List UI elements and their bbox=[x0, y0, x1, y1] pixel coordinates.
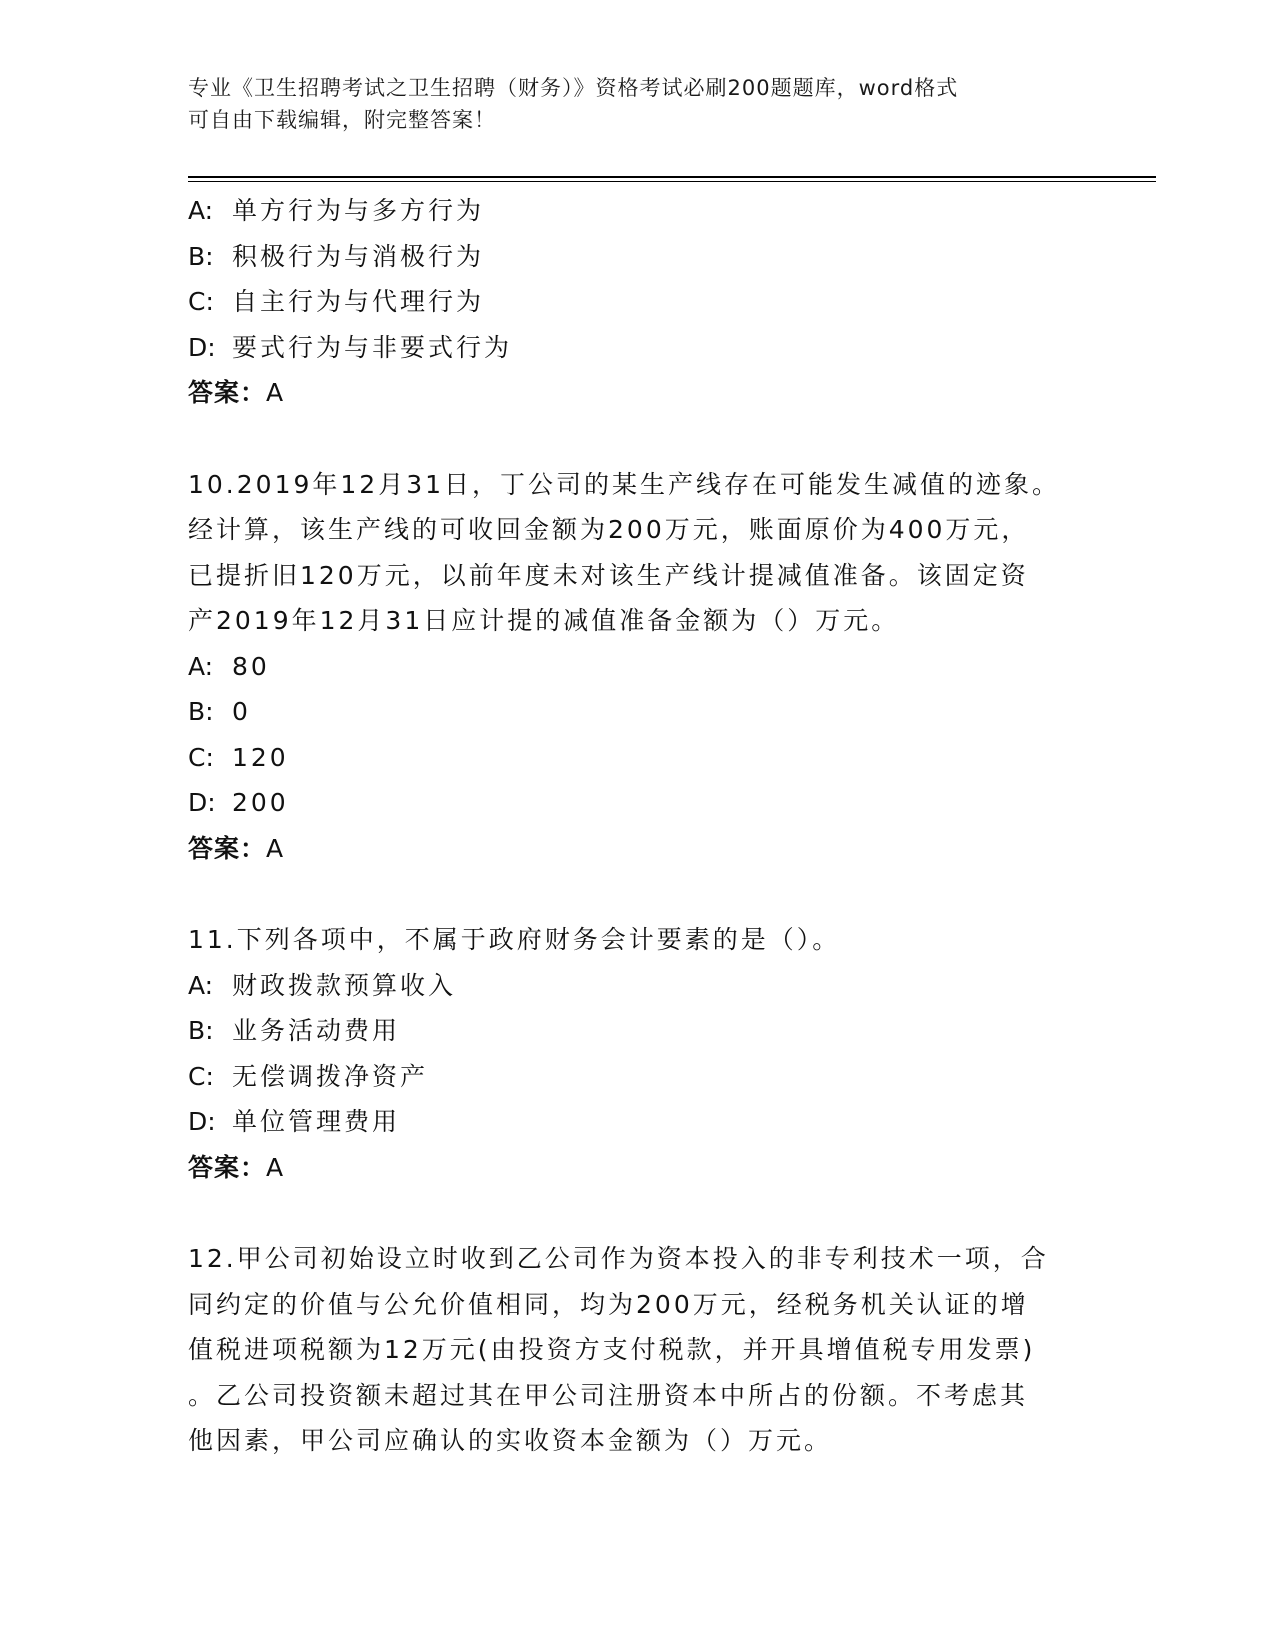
option-d bbox=[188, 1099, 1088, 1145]
stem-line: 已提折旧120万元，以前年度未对该生产线计提减值准备。该固定资 bbox=[188, 560, 1029, 590]
option-text: 80 bbox=[232, 651, 270, 681]
option-d bbox=[188, 325, 1088, 371]
question-10 bbox=[188, 462, 1088, 872]
option-letter: B: bbox=[188, 697, 214, 726]
answer-label: 答案： bbox=[188, 833, 267, 863]
option-text: 无偿调拨净资产 bbox=[232, 1061, 429, 1091]
stem-line: 同约定的价值与公允价值相同，均为200万元，经税务机关认证的增 bbox=[188, 1289, 1029, 1319]
option-text: 要式行为与非要式行为 bbox=[232, 332, 513, 362]
stem-line: 产2019年12月31日应计提的减值准备金额为（）万元。 bbox=[188, 606, 900, 635]
answer-line bbox=[188, 1145, 1088, 1191]
option-text: 业务活动费用 bbox=[232, 1016, 401, 1045]
option-letter: C: bbox=[188, 287, 214, 316]
option-text: 120 bbox=[232, 742, 289, 772]
stem-line: 值税进项税额为12万元(由投资方支付税款，并开具增值税专用发票) bbox=[188, 1335, 1036, 1364]
option-text: 自主行为与代理行为 bbox=[232, 287, 485, 316]
option-text: 0 bbox=[232, 697, 251, 726]
option-letter: A: bbox=[188, 651, 214, 681]
stem-line: 他因素，甲公司应确认的实收资本金额为（）万元。 bbox=[188, 1426, 833, 1455]
question-block-prev bbox=[188, 188, 1088, 416]
question-stem bbox=[188, 1236, 1068, 1464]
option-a bbox=[188, 644, 1088, 690]
header-line-2: 可自由下载编辑，附完整答案！ bbox=[188, 108, 496, 132]
option-b bbox=[188, 1008, 1088, 1054]
answer-label: 答案： bbox=[188, 378, 267, 407]
option-b bbox=[188, 234, 1088, 280]
option-letter: B: bbox=[188, 241, 214, 271]
option-text: 单方行为与多方行为 bbox=[232, 196, 485, 225]
option-b bbox=[188, 689, 1088, 735]
option-c bbox=[188, 735, 1088, 781]
option-letter: D: bbox=[188, 788, 216, 817]
header-divider-thin bbox=[188, 181, 1156, 182]
answer-line bbox=[188, 826, 1088, 872]
option-letter: A: bbox=[188, 970, 214, 1000]
answer-label: 答案： bbox=[188, 1152, 267, 1182]
question-11 bbox=[188, 917, 1088, 1190]
answer-value: A bbox=[266, 1152, 285, 1182]
option-text: 200 bbox=[232, 788, 289, 817]
spacer bbox=[188, 871, 1088, 917]
option-c bbox=[188, 279, 1088, 325]
option-text: 财政拨款预算收入 bbox=[232, 970, 457, 1000]
document-header bbox=[188, 72, 1068, 136]
option-letter: D: bbox=[188, 1107, 216, 1136]
answer-line bbox=[188, 370, 1088, 416]
spacer bbox=[188, 1190, 1088, 1236]
option-text: 单位管理费用 bbox=[232, 1107, 401, 1136]
answer-value: A bbox=[266, 378, 285, 407]
stem-line: 。乙公司投资额未超过其在甲公司注册资本中所占的份额。不考虑其 bbox=[188, 1380, 1029, 1410]
option-letter: B: bbox=[188, 1016, 214, 1045]
answer-value: A bbox=[266, 833, 285, 863]
header-line-1: 专业《卫生招聘考试之卫生招聘（财务）》资格考试必刷200题题库，word格式 bbox=[188, 76, 959, 100]
question-12 bbox=[188, 1236, 1088, 1464]
stem-line: 11.下列各项中，不属于政府财务会计要素的是（）。 bbox=[188, 925, 841, 954]
option-letter: C: bbox=[188, 742, 214, 772]
option-letter: A: bbox=[188, 196, 214, 225]
header-divider-thick bbox=[188, 176, 1156, 178]
question-stem bbox=[188, 917, 1068, 963]
option-text: 积极行为与消极行为 bbox=[232, 241, 485, 271]
option-c bbox=[188, 1054, 1088, 1100]
option-letter: C: bbox=[188, 1061, 214, 1091]
stem-line: 12.甲公司初始设立时收到乙公司作为资本投入的非专利技术一项，合 bbox=[188, 1244, 1049, 1273]
option-d bbox=[188, 780, 1088, 826]
question-content bbox=[188, 188, 1088, 1464]
option-a bbox=[188, 963, 1088, 1009]
stem-line: 经计算，该生产线的可收回金额为200万元，账面原价为400万元， bbox=[188, 515, 1030, 544]
spacer bbox=[188, 416, 1088, 462]
option-a bbox=[188, 188, 1088, 234]
question-stem bbox=[188, 462, 1068, 644]
stem-line: 10.2019年12月31日，丁公司的某生产线存在可能发生减值的迹象。 bbox=[188, 469, 1061, 499]
option-letter: D: bbox=[188, 332, 216, 362]
